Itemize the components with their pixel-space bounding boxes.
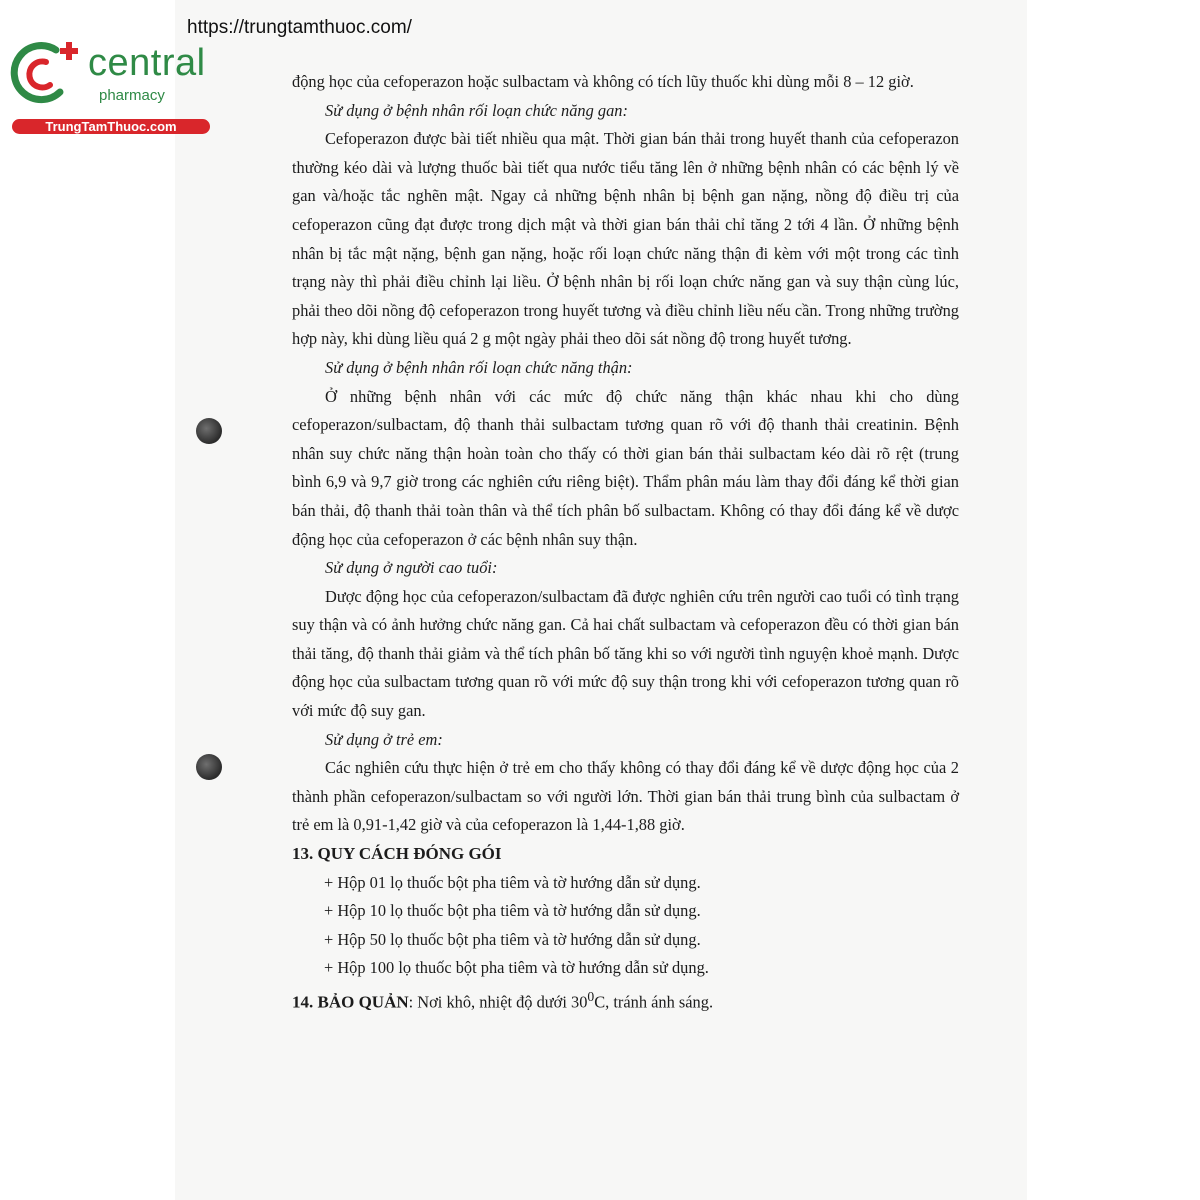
paragraph-continuation: động học của cefoperazon hoặc sulbactam và không có tích lũy thuốc khi dùng mỗi 8 – 12 giờ.	[292, 72, 914, 91]
brand-logo[interactable]	[10, 38, 220, 138]
packaging-item: + Hộp 50 lọ thuốc bột pha tiêm và tờ hướng dẫn sử dụng.	[324, 929, 701, 949]
punch-hole	[196, 418, 222, 444]
source-url[interactable]: https://trungtamthuoc.com/	[187, 17, 412, 38]
subheading-elderly: Sử dụng ở người cao tuổi:	[325, 558, 498, 578]
document-body	[292, 68, 959, 1017]
section-14-heading: 14. BẢO QUẢN	[292, 992, 409, 1012]
section-14-storage	[292, 983, 959, 1017]
packaging-item: + Hộp 01 lọ thuốc bột pha tiêm và tờ hướng dẫn sử dụng.	[324, 872, 701, 892]
subheading-kidney: Sử dụng ở bệnh nhân rối loạn chức năng thận:	[325, 357, 633, 377]
logo-c-plus-icon	[10, 38, 90, 108]
paragraph-elderly: Dược động học của cefoperazon/sulbactam đã được nghiên cứu trên người cao tuổi có tình trạng suy thận và có ảnh hưởng chức năng gan. Cả hai chất sulbactam và cefoperazon đều có thời gian bán thải tăng, độ thanh thải giảm và thể tích phân bố tăng khi so với người tình nguyện khoẻ mạnh. Dược động học của sulbactam tương quan rõ với mức độ suy thận trong khi với cefoperazon tương quan rõ với mức độ suy gan.	[292, 586, 959, 721]
storage-degree: 0	[587, 989, 595, 1004]
section-13-heading: 13. QUY CÁCH ĐÓNG GÓI	[292, 844, 502, 864]
brand-name: central	[88, 42, 206, 84]
subheading-children: Sử dụng ở trẻ em:	[325, 729, 443, 749]
packaging-item: + Hộp 100 lọ thuốc bột pha tiêm và tờ hướng dẫn sử dụng.	[324, 958, 709, 978]
brand-site-badge: TrungTamThuoc.com	[12, 119, 210, 134]
brand-subtitle: pharmacy	[99, 87, 165, 104]
paragraph-liver: Cefoperazon được bài tiết nhiều qua mật. Thời gian bán thải trong huyết thanh của cefoperazon thường kéo dài và lượng thuốc bài tiết qua nước tiểu tăng lên ở những bệnh nhân có các bệnh lý về gan và/hoặc tắc nghẽn mật. Ngay cả những bệnh nhân bị bệnh gan nặng, nồng độ điều trị của cefoperazon cũng đạt được trong dịch mật và thời gian bán thải chỉ tăng 2 tới 4 lần. Ở những bệnh nhân bị tắc mật nặng, bệnh gan nặng, hoặc rối loạn chức năng thận đi kèm với một trong các tình trạng này thì phải điều chỉnh lại liều. Ở bệnh nhân bị rối loạn chức năng gan và suy thận cùng lúc, phải theo dõi nồng độ cefoperazon trong huyết tương và điều chỉnh liều nếu cần. Trong những trường hợp này, khi dùng liều quá 2 g một ngày phải theo dõi sát nồng độ trong huyết tương.	[292, 129, 959, 349]
paragraph-children: Các nghiên cứu thực hiện ở trẻ em cho thấy không có thay đổi đáng kể về dược động học của 2 thành phần cefoperazon/sulbactam so với người lớn. Thời gian bán thải trung bình của sulbactam ở trẻ em là 0,91-1,42 giờ và của cefoperazon là 1,44-1,88 giờ.	[292, 758, 959, 835]
storage-text: : Nơi khô, nhiệt độ dưới 30	[408, 992, 588, 1012]
packaging-item: + Hộp 10 lọ thuốc bột pha tiêm và tờ hướng dẫn sử dụng.	[324, 901, 701, 921]
punch-hole	[196, 754, 222, 780]
paragraph-kidney: Ở những bệnh nhân với các mức độ chức năng thận khác nhau khi cho dùng cefoperazon/sulbactam, độ thanh thải sulbactam tương quan rõ với độ thanh thải creatinin. Bệnh nhân suy chức năng thận hoàn toàn cho thấy có thời gian bán thải sulbactam kéo dài rõ rệt (trung bình 6,9 và 9,7 giờ trong các nghiên cứu riêng biệt). Thẩm phân máu làm thay đổi đáng kể thời gian bán thải, độ thanh thải toàn thân và thể tích phân bố sulbactam. Không có thay đổi đáng kể về dược động học của cefoperazon ở các bệnh nhân suy thận.	[292, 386, 959, 549]
subheading-liver: Sử dụng ở bệnh nhân rối loạn chức năng gan:	[325, 100, 628, 120]
storage-text-end: C, tránh ánh sáng.	[594, 992, 714, 1012]
